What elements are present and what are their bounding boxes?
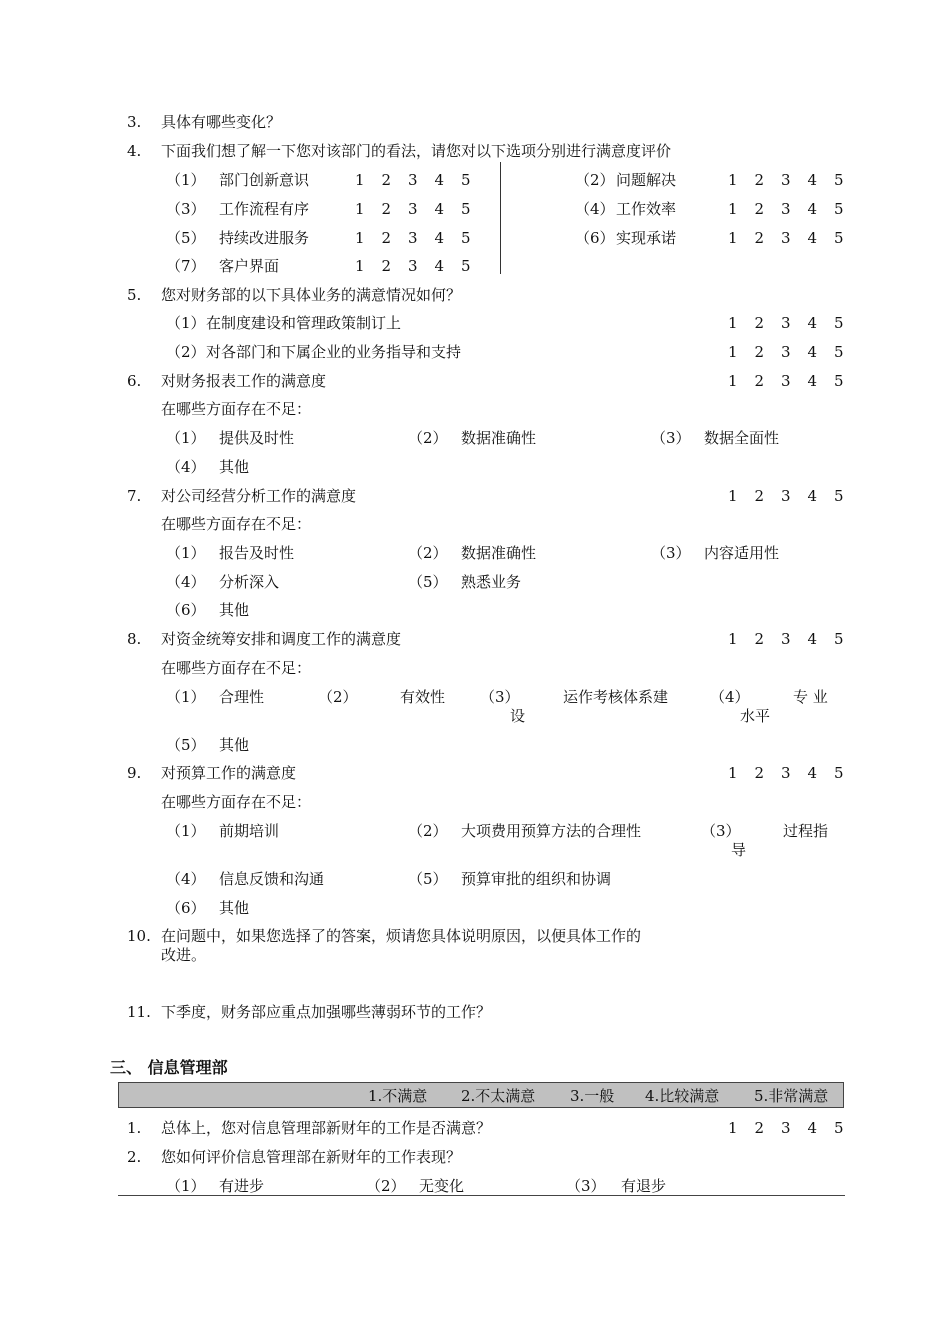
rating-scale: 1 2 3 4 5 bbox=[728, 171, 844, 189]
q5-item-label: 对各部门和下属企业的业务指导和支持 bbox=[206, 343, 462, 361]
s3-q2-text: 您如何评价信息管理部在新财年的工作表现？ bbox=[161, 1148, 462, 1166]
q6-text: 对财务报表工作的满意度 bbox=[161, 372, 327, 390]
q10-text-line1: 在问题中，如果您选择了的答案，烦请您具体说明原因，以便具体工作的 bbox=[161, 927, 642, 945]
option-label: 有退步 bbox=[621, 1177, 667, 1195]
q4-item-idx: （2） bbox=[575, 171, 615, 189]
option-label: 无变化 bbox=[419, 1177, 465, 1195]
option-label: 数据全面性 bbox=[704, 429, 780, 447]
q5-item-idx: （2） bbox=[166, 343, 206, 361]
option-idx: （2） bbox=[408, 822, 448, 840]
option-idx: （1） bbox=[166, 688, 206, 706]
q8-number: 8. bbox=[127, 630, 142, 648]
q7-number: 7. bbox=[127, 487, 142, 505]
rating-scale: 1 2 3 4 5 bbox=[355, 257, 471, 275]
q4-item-idx: （6） bbox=[575, 229, 615, 247]
q11-text: 下季度，财务部应重点加强哪些薄弱环节的工作？ bbox=[161, 1003, 492, 1021]
option-label: 其他 bbox=[219, 601, 250, 619]
legend-label: 3.一般 bbox=[570, 1087, 615, 1105]
q4-item-label: 实现承诺 bbox=[616, 229, 677, 247]
rating-scale: 1 2 3 4 5 bbox=[355, 171, 471, 189]
q7-sub: 在哪些方面存在不足： bbox=[161, 515, 312, 533]
option-idx: （4） bbox=[166, 573, 206, 591]
q10-number: 10. bbox=[127, 927, 151, 945]
rating-scale: 1 2 3 4 5 bbox=[728, 1119, 844, 1137]
option-idx: （3） bbox=[480, 688, 520, 706]
option-idx: （2） bbox=[408, 544, 448, 562]
q4-item-label: 工作流程有序 bbox=[219, 200, 310, 218]
option-idx: （3） bbox=[701, 822, 741, 840]
option-label: 熟悉业务 bbox=[461, 573, 522, 591]
q7-text: 对公司经营分析工作的满意度 bbox=[161, 487, 357, 505]
legend-label: 2.不太满意 bbox=[461, 1087, 536, 1105]
option-label: 其他 bbox=[219, 736, 250, 754]
option-label: 报告及时性 bbox=[219, 544, 295, 562]
option-idx: （3） bbox=[566, 1177, 606, 1195]
rating-scale: 1 2 3 4 5 bbox=[728, 229, 844, 247]
option-idx: （1） bbox=[166, 429, 206, 447]
option-label: 有进步 bbox=[219, 1177, 265, 1195]
q4-number: 4. bbox=[127, 142, 142, 160]
column-divider bbox=[500, 162, 501, 274]
rating-scale: 1 2 3 4 5 bbox=[728, 764, 844, 782]
option-label: 预算审批的组织和协调 bbox=[461, 870, 612, 888]
q3-number: 3. bbox=[127, 113, 142, 131]
option-label: 分析深入 bbox=[219, 573, 280, 591]
q4-item-label: 持续改进服务 bbox=[219, 229, 310, 247]
option-label: 过程指 bbox=[783, 822, 829, 840]
rating-scale: 1 2 3 4 5 bbox=[728, 314, 844, 332]
option-idx: （2） bbox=[408, 429, 448, 447]
option-label: 前期培训 bbox=[219, 822, 280, 840]
option-label: 数据准确性 bbox=[461, 429, 537, 447]
option-label-wrap: 水平 bbox=[740, 707, 771, 725]
s3-q1-text: 总体上，您对信息管理部新财年的工作是否满意？ bbox=[161, 1119, 492, 1137]
q8-text: 对资金统筹安排和调度工作的满意度 bbox=[161, 630, 402, 648]
option-idx: （2） bbox=[366, 1177, 406, 1195]
q5-item-label: 在制度建设和管理政策制订上 bbox=[206, 314, 402, 332]
option-idx: （3） bbox=[651, 544, 691, 562]
s3-q1-number: 1. bbox=[127, 1119, 142, 1137]
rating-scale: 1 2 3 4 5 bbox=[355, 200, 471, 218]
option-label: 内容适用性 bbox=[704, 544, 780, 562]
option-idx: （6） bbox=[166, 601, 206, 619]
option-label: 专 业 bbox=[793, 688, 828, 706]
option-idx: （4） bbox=[710, 688, 750, 706]
rating-scale: 1 2 3 4 5 bbox=[728, 630, 844, 648]
q9-number: 9. bbox=[127, 764, 142, 782]
rating-scale: 1 2 3 4 5 bbox=[728, 372, 844, 390]
option-idx: （5） bbox=[166, 736, 206, 754]
option-label-wrap: 设 bbox=[510, 707, 526, 725]
q3-text: 具体有哪些变化？ bbox=[161, 113, 282, 131]
q4-item-label: 客户界面 bbox=[219, 257, 280, 275]
legend-label: 4.比较满意 bbox=[645, 1087, 720, 1105]
rating-scale: 1 2 3 4 5 bbox=[728, 487, 844, 505]
bottom-rule bbox=[118, 1195, 845, 1196]
q9-sub: 在哪些方面存在不足： bbox=[161, 793, 312, 811]
option-idx: （1） bbox=[166, 822, 206, 840]
option-label: 其他 bbox=[219, 899, 250, 917]
option-label: 信息反馈和沟通 bbox=[219, 870, 325, 888]
option-label: 合理性 bbox=[219, 688, 265, 706]
q4-item-label: 工作效率 bbox=[616, 200, 677, 218]
rating-scale: 1 2 3 4 5 bbox=[728, 200, 844, 218]
q9-text: 对预算工作的满意度 bbox=[161, 764, 297, 782]
legend-label: 5.非常满意 bbox=[754, 1087, 829, 1105]
q4-item-idx: （7） bbox=[166, 257, 206, 275]
option-idx: （4） bbox=[166, 458, 206, 476]
q4-item-idx: （4） bbox=[575, 200, 615, 218]
legend-label: 1.不满意 bbox=[368, 1087, 428, 1105]
q4-item-idx: （3） bbox=[166, 200, 206, 218]
option-idx: （5） bbox=[408, 870, 448, 888]
option-label: 有效性 bbox=[400, 688, 446, 706]
option-idx: （3） bbox=[651, 429, 691, 447]
q4-item-idx: （1） bbox=[166, 171, 206, 189]
q11-number: 11. bbox=[127, 1003, 151, 1021]
q10-text-line2: 改进。 bbox=[161, 946, 207, 964]
option-label: 数据准确性 bbox=[461, 544, 537, 562]
option-label-wrap: 导 bbox=[731, 841, 747, 859]
q8-sub: 在哪些方面存在不足： bbox=[161, 659, 312, 677]
section-title: 三、 信息管理部 bbox=[110, 1058, 228, 1077]
option-idx: （5） bbox=[408, 573, 448, 591]
option-idx: （1） bbox=[166, 544, 206, 562]
option-label: 运作考核体系建 bbox=[563, 688, 669, 706]
q4-item-label: 部门创新意识 bbox=[219, 171, 310, 189]
option-label: 大项费用预算方法的合理性 bbox=[461, 822, 642, 840]
q6-sub: 在哪些方面存在不足： bbox=[161, 400, 312, 418]
option-idx: （2） bbox=[318, 688, 358, 706]
option-idx: （4） bbox=[166, 870, 206, 888]
option-label: 提供及时性 bbox=[219, 429, 295, 447]
q5-item-idx: （1） bbox=[166, 314, 206, 332]
option-idx: （6） bbox=[166, 899, 206, 917]
q4-item-label: 问题解决 bbox=[616, 171, 677, 189]
q5-text: 您对财务部的以下具体业务的满意情况如何？ bbox=[161, 286, 462, 304]
rating-legend-bar bbox=[118, 1082, 844, 1108]
q4-text: 下面我们想了解一下您对该部门的看法，请您对以下选项分别进行满意度评价 bbox=[161, 142, 672, 160]
option-label: 其他 bbox=[219, 458, 250, 476]
rating-scale: 1 2 3 4 5 bbox=[728, 343, 844, 361]
s3-q2-number: 2. bbox=[127, 1148, 142, 1166]
q4-item-idx: （5） bbox=[166, 229, 206, 247]
option-idx: （1） bbox=[166, 1177, 206, 1195]
q5-number: 5. bbox=[127, 286, 142, 304]
rating-scale: 1 2 3 4 5 bbox=[355, 229, 471, 247]
q6-number: 6. bbox=[127, 372, 142, 390]
